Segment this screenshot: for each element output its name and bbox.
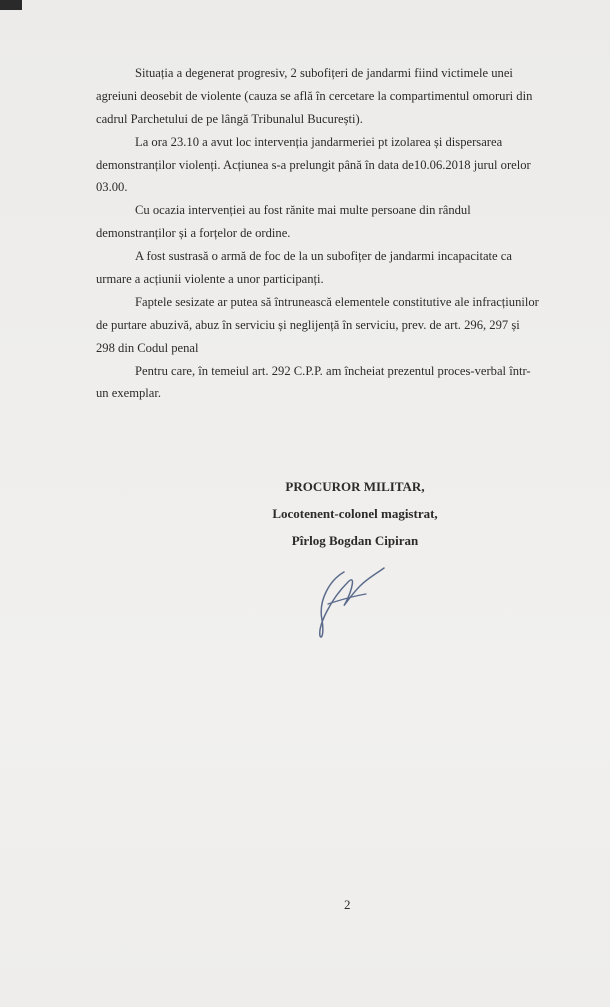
text-line: demonstranților violenți. Acțiunea s-a prelungit până în data de10.06.2018 jurul orelor	[96, 157, 531, 172]
signatory-rank: Locotenent-colonel magistrat,	[272, 506, 438, 521]
text-line: Situația a degenerat progresiv, 2 subofițeri de jandarmi fiind victimele unei	[135, 66, 513, 80]
text-line: un exemplar.	[96, 386, 162, 401]
text-line: Cu ocazia intervenției au fost rănite mai multe persoane din rândul	[135, 203, 471, 218]
text-line: La ora 23.10 a avut loc intervenția jandarmeriei pt izolarea și dispersarea	[135, 134, 503, 149]
signatory-name: Pîrlog Bogdan Cipiran	[291, 533, 419, 548]
signatory-title: PROCUROR MILITAR,	[285, 479, 425, 494]
text-line: demonstranților și a forțelor de ordine.	[96, 226, 291, 241]
text-line: Pentru care, în temeiul art. 292 C.P.P. am încheiat prezentul proces-verbal într-	[135, 363, 531, 378]
text-line: agreiuni deosebit de violente (cauza se află în cercetare la compartimentul omoruri din	[96, 88, 533, 103]
handwritten-signature	[300, 560, 400, 650]
page-number: 2	[344, 897, 351, 912]
page-edge-shadow	[0, 0, 22, 10]
text-line: 03.00.	[96, 180, 128, 195]
text-line: A fost sustrasă o armă de foc de la un subofițer de jandarmi incapacitate ca	[135, 249, 512, 264]
text-line: de purtare abuzivă, abuz în serviciu și neglijență în serviciu, prev. de art. 296, 297 și	[96, 317, 520, 332]
text-line: Faptele sesizate ar putea să întrunească elementele constitutive ale infracțiunilor	[135, 294, 539, 309]
text-line: urmare a acțiunii violente a unor participanți.	[96, 272, 324, 287]
signature-block	[0, 473, 610, 554]
text-line: 298 din Codul penal	[96, 340, 199, 355]
text-line: cadrul Parchetului de pe lângă Tribunalul București).	[96, 111, 363, 126]
document-body	[96, 62, 610, 405]
